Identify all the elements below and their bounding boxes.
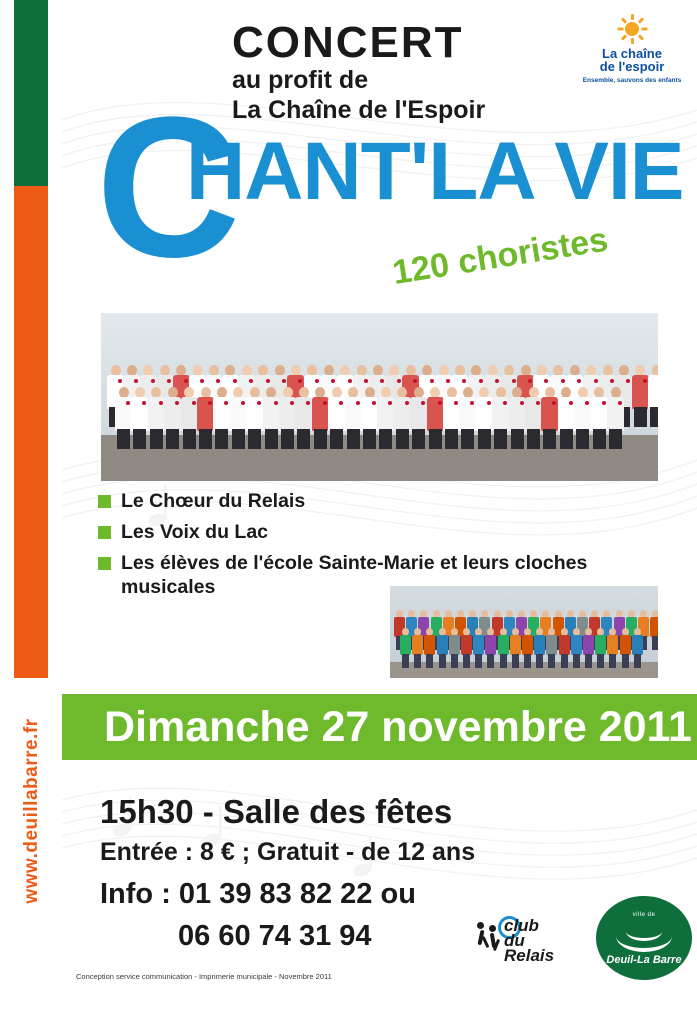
club-line-2: du: [504, 931, 525, 950]
choir-member: [427, 387, 444, 449]
list-item: [98, 489, 658, 513]
title-main: HANT'LA VIE: [186, 126, 684, 217]
club-du-relais-logo: [476, 916, 586, 964]
child-chorister: [400, 628, 411, 668]
child-chorister: [620, 628, 631, 668]
choir-member: [279, 387, 296, 449]
city-logo-top-text: ville de: [632, 912, 656, 918]
choir-member: [181, 387, 198, 449]
choir-member: [361, 387, 378, 449]
side-bar-green: [14, 0, 48, 186]
choristes-badge: 120 choristes: [389, 220, 611, 293]
choir-member: [377, 387, 394, 449]
child-chorister: [571, 628, 582, 668]
choir-member: [574, 387, 591, 449]
choir-member: [263, 387, 280, 449]
event-date: Dimanche 27 novembre 2011: [104, 703, 692, 751]
swoosh-icon: [616, 920, 672, 952]
choir-member: [525, 387, 542, 449]
choir-member: [591, 387, 608, 449]
info-phone-primary[interactable]: Info : 01 39 83 82 22 ou: [100, 878, 416, 910]
child-chorister: [473, 628, 484, 668]
child-chorister: [461, 628, 472, 668]
city-logo-deuil-la-barre: [596, 896, 692, 980]
choir-member: [648, 365, 658, 427]
choir-member: [443, 387, 460, 449]
page-title: CONCERT: [232, 18, 464, 67]
child-chorister: [498, 628, 509, 668]
choir-member: [328, 387, 345, 449]
choir-member: [312, 387, 329, 449]
list-item: [98, 520, 658, 544]
choir-member: [345, 387, 362, 449]
choir-member: [476, 387, 493, 449]
child-chorister: [510, 628, 521, 668]
child-chorister: [485, 628, 496, 668]
price-info: Entrée : 8 € ; Gratuit - de 12 ans: [100, 838, 476, 866]
children-choir-photo: [390, 586, 658, 678]
choir-member: [295, 387, 312, 449]
child-chorister: [522, 628, 533, 668]
credits-line: Conception service communication - Imprimerie municipale - Novembre 2011: [76, 972, 332, 981]
bullet-square-icon: [98, 526, 111, 539]
sponsor-name-line-2: de l'espoir: [599, 59, 665, 74]
participant-label: Le Chœur du Relais: [121, 490, 306, 512]
child-chorister: [595, 628, 606, 668]
sponsor-tagline: Ensemble, sauvons des enfants: [582, 77, 682, 84]
participant-label: Les élèves de l'école Sainte-Marie et leurs cloches musicales: [121, 552, 588, 598]
choir-member: [148, 387, 165, 449]
choir-member: [558, 387, 575, 449]
choir-member: [492, 387, 509, 449]
choir-member: [607, 387, 624, 449]
child-chorister: [607, 628, 618, 668]
choir-member: [213, 387, 230, 449]
choir-member: [459, 387, 476, 449]
child-chorister: [424, 628, 435, 668]
child-chorister: [559, 628, 570, 668]
child-chorister: [546, 628, 557, 668]
bullet-square-icon: [98, 495, 111, 508]
choir-member: [230, 387, 247, 449]
participant-label: Les Voix du Lac: [121, 521, 269, 543]
choir-member: [131, 387, 148, 449]
subtitle-line-1: au profit de: [232, 66, 369, 94]
title-drop-cap: C: [96, 76, 241, 299]
sponsor-name-line-1: La chaîne: [602, 46, 662, 61]
child-chorister: [412, 628, 423, 668]
sun-icon: [615, 14, 649, 44]
choir-member: [115, 387, 132, 449]
choir-member: [164, 387, 181, 449]
city-logo-name: Deuil-La Barre: [606, 954, 682, 966]
child-chorister: [437, 628, 448, 668]
choir-member: [394, 387, 411, 449]
info-phone-secondary[interactable]: 06 60 74 31 94: [178, 920, 372, 952]
time-and-venue: 15h30 - Salle des fêtes: [100, 793, 453, 830]
choir-member: [632, 365, 649, 427]
choir-member: [541, 387, 558, 449]
bullet-square-icon: [98, 557, 111, 570]
child-chorister: [632, 628, 643, 668]
website-url[interactable]: www.deuillabarre.fr: [21, 718, 42, 904]
choir-member: [410, 387, 427, 449]
child-chorister: [583, 628, 594, 668]
choir-photo: [101, 313, 658, 481]
choir-member: [197, 387, 214, 449]
choir-member: [509, 387, 526, 449]
choir-member: [246, 387, 263, 449]
chaine-de-lespoir-logo: [578, 14, 686, 84]
club-logo-text: [504, 918, 554, 963]
child-chorister: [449, 628, 460, 668]
subtitle-line-2: La Chaîne de l'Espoir: [232, 96, 486, 124]
side-bar-orange: [14, 186, 48, 678]
child-chorister: [534, 628, 545, 668]
club-line-1: club: [504, 916, 539, 935]
club-line-3: Relais: [504, 946, 555, 965]
child-chorister: [650, 610, 658, 650]
